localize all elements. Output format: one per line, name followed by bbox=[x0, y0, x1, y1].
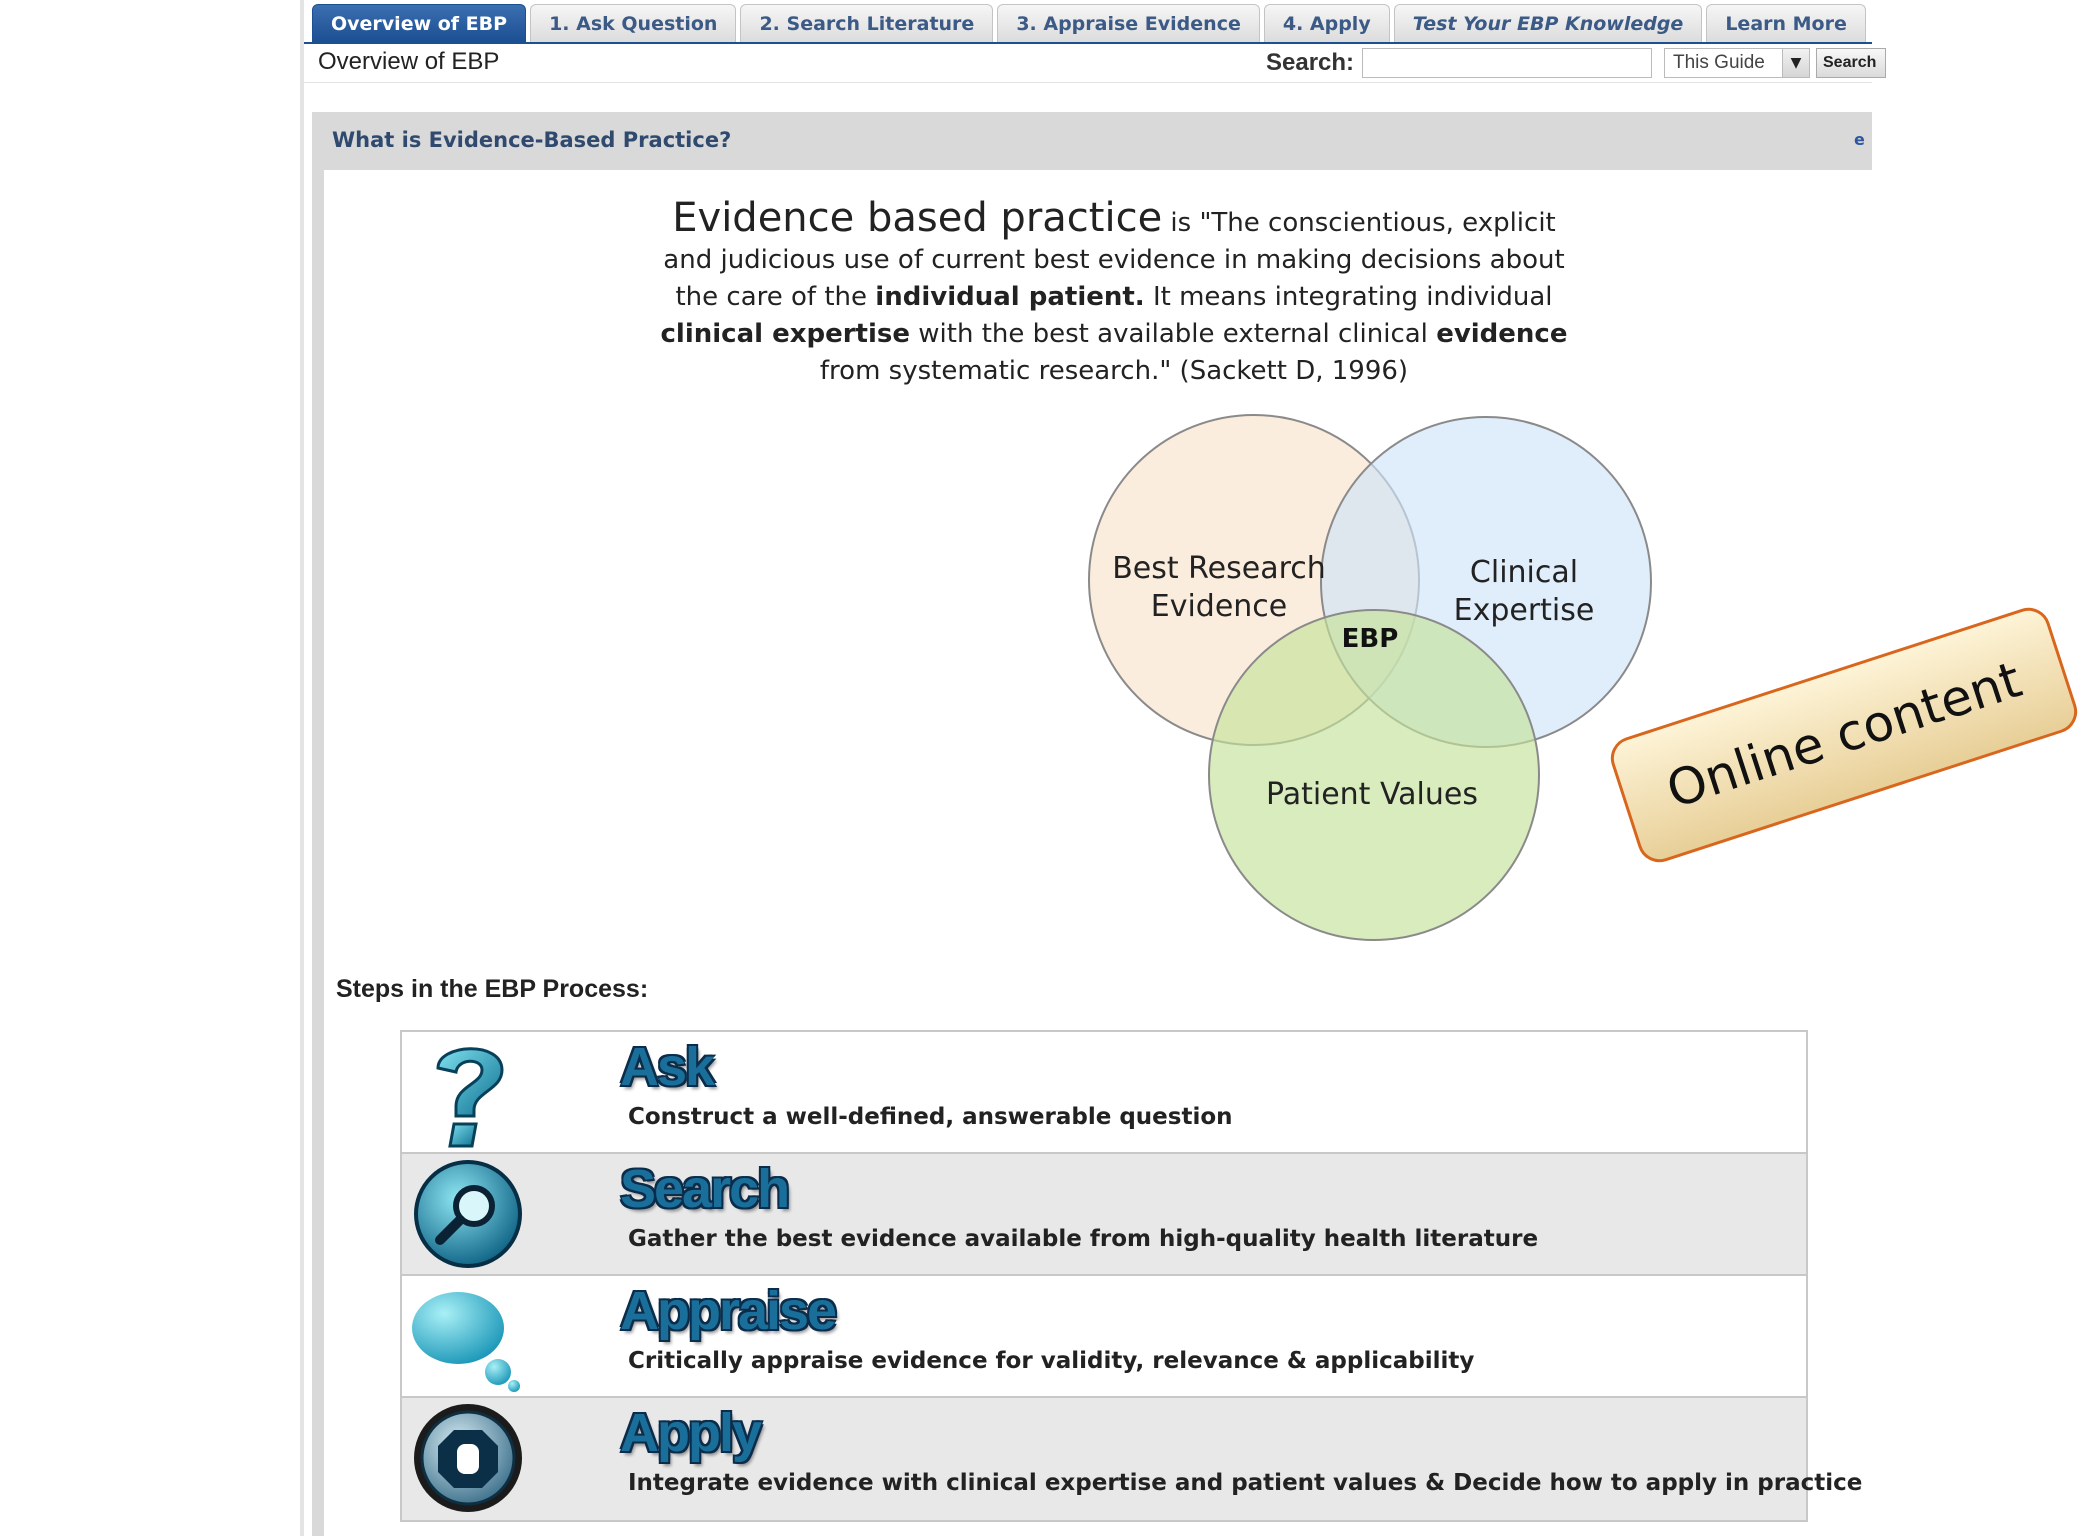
box-left-border bbox=[312, 170, 324, 1536]
step-desc-apply: Integrate evidence with clinical expertise and patient values & Decide how to apply in practice bbox=[628, 1470, 1863, 1496]
steps-heading: Steps in the EBP Process: bbox=[336, 975, 649, 1003]
ebp-venn-diagram bbox=[1064, 400, 1664, 960]
venn-label-clinical-1: Clinical bbox=[1469, 555, 1579, 590]
venn-label-clinical-2: Expertise bbox=[1453, 593, 1595, 628]
tab-ask-question[interactable]: 1. Ask Question bbox=[530, 4, 736, 42]
tab-test-your-ebp-knowledge[interactable]: Test Your EBP Knowledge bbox=[1394, 4, 1703, 42]
chevron-down-icon[interactable]: ▼ bbox=[1782, 49, 1809, 77]
search-scope-value: This Guide bbox=[1673, 52, 1765, 73]
step-desc-ask: Construct a well-defined, answerable question bbox=[628, 1104, 1233, 1130]
step-name-apply: Apply bbox=[620, 1403, 761, 1463]
magnifier-icon bbox=[410, 1156, 526, 1272]
step-desc-appraise: Critically appraise evidence for validity, relevance & applicability bbox=[628, 1348, 1475, 1374]
definition-lead: Evidence based practice bbox=[672, 195, 1163, 241]
step-row-ask bbox=[402, 1032, 1806, 1154]
venn-label-research-1: Best Research bbox=[1112, 551, 1326, 586]
search-input[interactable] bbox=[1362, 48, 1652, 78]
step-row-appraise bbox=[402, 1276, 1806, 1398]
hand-stop-icon bbox=[410, 1400, 526, 1516]
page-title: Overview of EBP bbox=[318, 48, 500, 75]
definition-text-3: with the best available external clinical bbox=[910, 319, 1437, 349]
ebp-steps-table bbox=[400, 1030, 1863, 1522]
venn-label-center: EBP bbox=[1341, 624, 1399, 654]
step-name-search: Search bbox=[620, 1159, 789, 1219]
definition-text-1: is "The conscientious, explicit and judicious use of current best evidence in making decisions about the care of the bbox=[663, 208, 1565, 312]
page-header-bar bbox=[304, 44, 1877, 83]
callout-wrapper bbox=[1604, 600, 2086, 870]
box-header bbox=[312, 112, 1872, 170]
tab-overview-of-ebp[interactable]: Overview of EBP bbox=[312, 4, 526, 42]
tab-appraise-evidence[interactable]: 3. Appraise Evidence bbox=[997, 4, 1260, 42]
venn-label-research-2: Evidence bbox=[1150, 589, 1288, 624]
definition-bold-3: evidence bbox=[1436, 319, 1568, 349]
step-row-search bbox=[402, 1154, 1806, 1276]
definition-bold-2: clinical expertise bbox=[660, 319, 911, 349]
venn-circle-patient bbox=[1209, 610, 1539, 940]
step-desc-search: Gather the best evidence available from high-quality health literature bbox=[628, 1226, 1539, 1252]
step-name-appraise: Appraise bbox=[620, 1281, 836, 1341]
box-edit-link[interactable]: e bbox=[1854, 130, 1865, 149]
search-scope-select[interactable] bbox=[1664, 48, 1810, 78]
online-content-callout: Online content bbox=[1605, 602, 2083, 868]
search-button[interactable]: Search bbox=[1816, 48, 1886, 78]
guide-page bbox=[304, 0, 2029, 1536]
definition-text-2: It means integrating individual bbox=[1144, 282, 1553, 312]
search-label: Search: bbox=[1266, 49, 1355, 76]
guide-tabs bbox=[312, 4, 1866, 42]
definition-text-4: from systematic research." (Sackett D, 1996) bbox=[819, 356, 1409, 386]
step-name-ask: Ask bbox=[620, 1037, 714, 1097]
thought-bubble-icon bbox=[410, 1278, 526, 1394]
tab-learn-more[interactable]: Learn More bbox=[1706, 4, 1866, 42]
venn-label-patient: Patient Values bbox=[1265, 777, 1479, 812]
definition-bold-1: individual patient. bbox=[875, 282, 1145, 312]
question-mark-icon bbox=[410, 1034, 526, 1150]
tab-apply[interactable]: 4. Apply bbox=[1264, 4, 1390, 42]
ebp-definition bbox=[644, 195, 1584, 390]
box-title: What is Evidence-Based Practice? bbox=[332, 128, 732, 152]
step-row-apply bbox=[402, 1398, 1863, 1520]
tab-search-literature[interactable]: 2. Search Literature bbox=[740, 4, 993, 42]
